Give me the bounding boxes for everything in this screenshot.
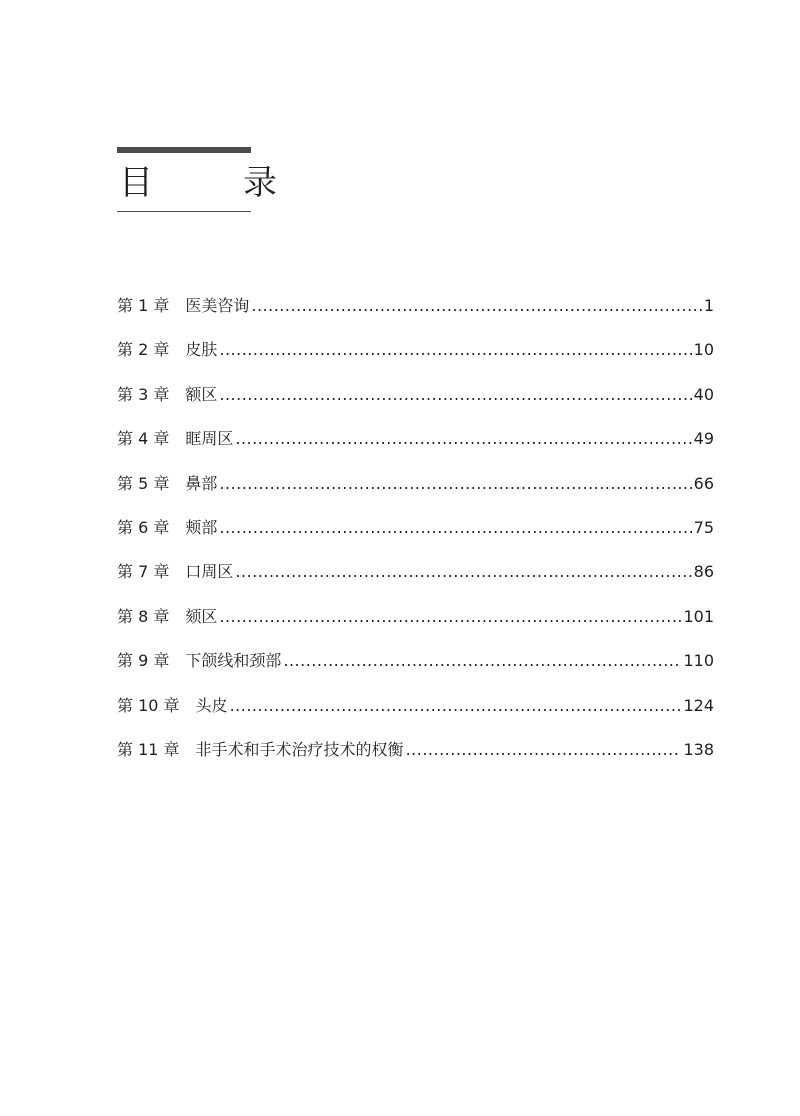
chapter-title: 颊部 bbox=[185, 517, 218, 537]
toc-entry[interactable] bbox=[117, 558, 714, 602]
dot-leader bbox=[251, 292, 701, 320]
page-number: 110 bbox=[683, 651, 714, 671]
page-number: 138 bbox=[683, 739, 714, 759]
dot-leader bbox=[283, 647, 681, 675]
page-number: 66 bbox=[693, 473, 714, 493]
page-number: 1 bbox=[703, 296, 714, 315]
toc-entry[interactable] bbox=[117, 470, 714, 514]
chapter-title: 皮肤 bbox=[185, 340, 218, 360]
toc-entry[interactable] bbox=[117, 381, 714, 425]
chapter-title: 眶周区 bbox=[185, 429, 234, 449]
dot-leader bbox=[235, 558, 691, 586]
dot-leader bbox=[235, 425, 691, 453]
chapter-number: 第 7 章 bbox=[117, 562, 170, 582]
dot-leader bbox=[219, 336, 691, 364]
chapter-title: 非手术和手术治疗技术的权衡 bbox=[195, 739, 404, 759]
dot-leader bbox=[219, 470, 691, 498]
page-number: 10 bbox=[693, 340, 714, 360]
page-number: 49 bbox=[693, 429, 714, 449]
toc-entry[interactable] bbox=[117, 514, 714, 558]
page-number: 101 bbox=[683, 606, 714, 626]
dot-leader bbox=[219, 603, 681, 631]
dot-leader bbox=[219, 381, 691, 409]
chapter-title: 额区 bbox=[185, 384, 218, 404]
chapter-number: 第 10 章 bbox=[117, 695, 180, 715]
header-bar bbox=[117, 147, 251, 153]
chapter-number: 第 6 章 bbox=[117, 517, 170, 537]
dot-leader bbox=[219, 514, 691, 542]
page-title: 目 录 bbox=[119, 163, 305, 203]
chapter-number: 第 5 章 bbox=[117, 473, 170, 493]
toc-entry[interactable] bbox=[117, 336, 714, 380]
chapter-number: 第 9 章 bbox=[117, 651, 170, 671]
chapter-title: 颏区 bbox=[185, 606, 218, 626]
chapter-title: 下颌线和颈部 bbox=[185, 651, 282, 671]
toc-list bbox=[117, 292, 714, 780]
chapter-title: 头皮 bbox=[195, 695, 228, 715]
chapter-title: 鼻部 bbox=[185, 473, 218, 493]
chapter-number: 第 8 章 bbox=[117, 606, 170, 626]
toc-header bbox=[117, 147, 305, 212]
chapter-title: 口周区 bbox=[185, 562, 234, 582]
chapter-number: 第 4 章 bbox=[117, 429, 170, 449]
chapter-title: 医美咨询 bbox=[185, 296, 250, 315]
chapter-number: 第 2 章 bbox=[117, 340, 170, 360]
toc-entry[interactable] bbox=[117, 425, 714, 469]
page-number: 40 bbox=[693, 384, 714, 404]
chapter-number: 第 1 章 bbox=[117, 296, 170, 315]
page-number: 124 bbox=[683, 695, 714, 715]
chapter-number: 第 3 章 bbox=[117, 384, 170, 404]
toc-entry[interactable] bbox=[117, 603, 714, 647]
page-number: 75 bbox=[693, 517, 714, 537]
toc-entry[interactable] bbox=[117, 647, 714, 691]
toc-entry[interactable] bbox=[117, 692, 714, 736]
chapter-number: 第 11 章 bbox=[117, 739, 180, 759]
dot-leader bbox=[230, 692, 682, 720]
page-number: 86 bbox=[693, 562, 714, 582]
toc-entry[interactable] bbox=[117, 292, 714, 336]
dot-leader bbox=[406, 736, 682, 764]
toc-entry[interactable] bbox=[117, 736, 714, 780]
header-rule bbox=[117, 211, 251, 212]
